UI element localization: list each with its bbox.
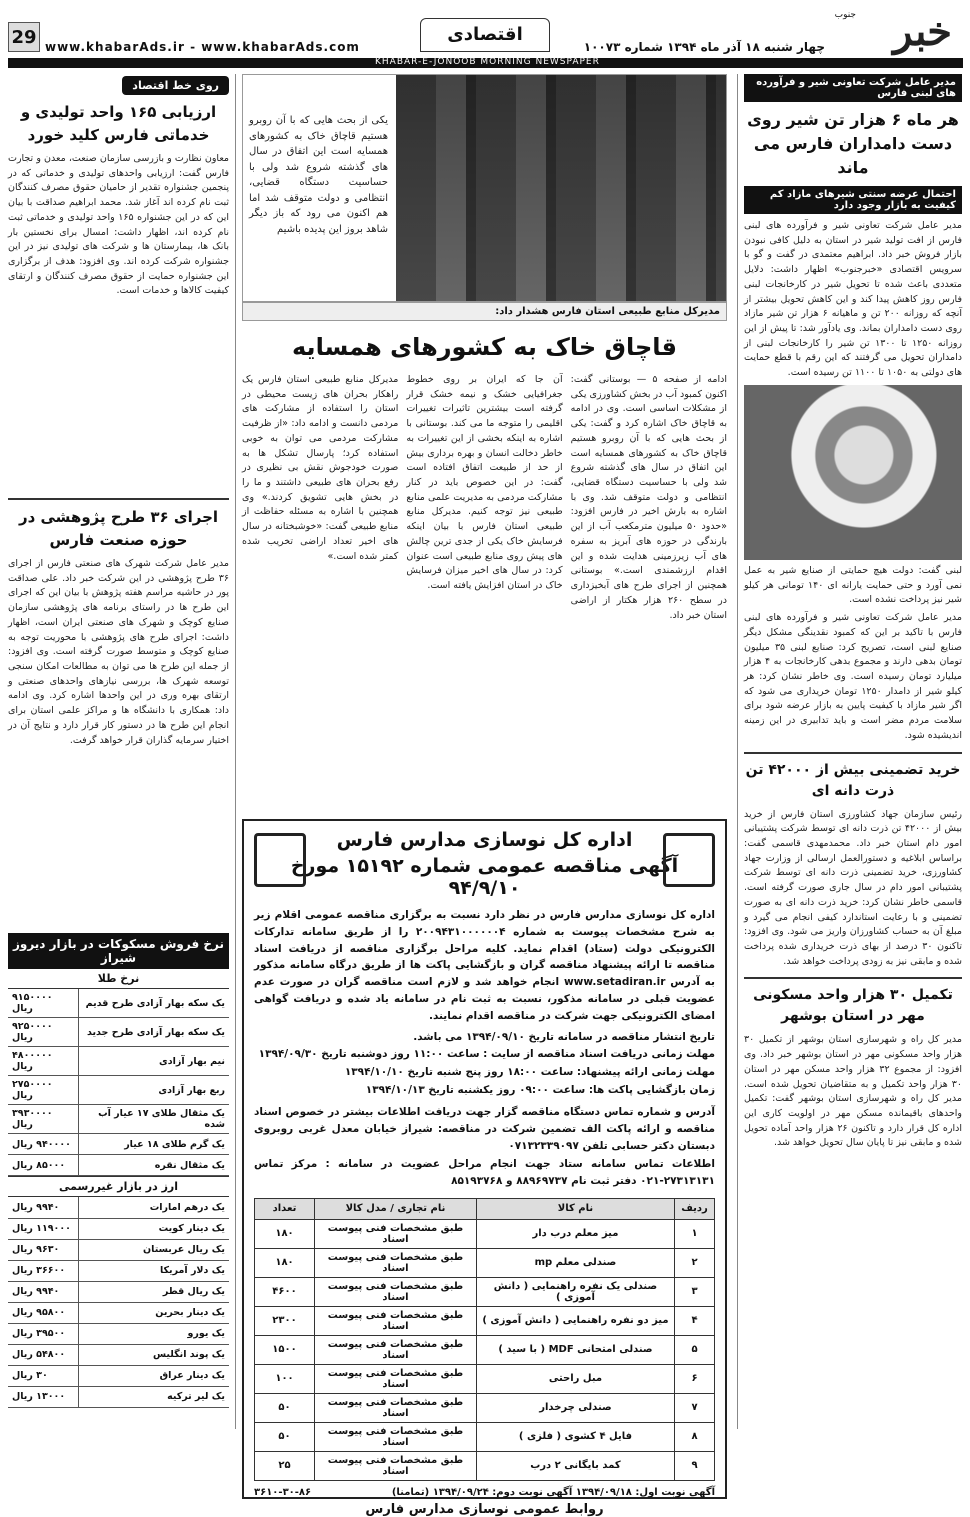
table-cell: ۱۸۰ <box>255 1248 315 1277</box>
section-title: اقتصادی <box>420 18 550 52</box>
price-item-name: یک دینار کویت <box>78 1218 229 1239</box>
table-cell: ۴ <box>675 1306 715 1335</box>
logo-text: خبر <box>893 8 952 55</box>
price-item-name: یک لیر ترکیه <box>78 1386 229 1407</box>
photo-caption: لبنی گفت: دولت هیچ حمایتی از صنایع شیر به عمل نمی آورد و حتی حمایت یارانه ای ۱۴۰ تومانی هر کیلو شیر نیز پرداخت نشده است. <box>744 564 962 606</box>
price-row <box>8 1386 229 1407</box>
section-label: روی خط اقتصاد <box>122 76 229 95</box>
table-cell: صندلی چرخدار <box>476 1393 674 1422</box>
left-column <box>8 74 236 1429</box>
article-subkicker: احتمال عرضه سنتی شیرهای مازاد کم کیفیت به بازار وجود دارد <box>744 186 962 214</box>
price-row <box>8 1239 229 1260</box>
article-kicker: مدیرکل منابع طبیعی استان فارس هشدار داد: <box>242 302 727 321</box>
tender-items-table <box>254 1198 715 1481</box>
price-value: ۴۸۰۰۰۰۰ ریال <box>8 1047 78 1076</box>
article-body: مدیر عامل شرکت تعاونی شیر و فرآورده های لبنی فارس با تاکید بر این که کمبود نقدینگی مشکل دیگر صنایع لبنی است، تصریح کرد: صنایع لبنی ۳۵ میلیون تومان بدهی دارند و مجموع بدهی کارخانجات به ۴ هزار میلیارد تومان رسیده است. وی خاطر نشان کرد: هر کیلو شیر از دامدار ۱۲۵۰ تومان خریداری می شود که اگر شیر مازاد با کیفیت پایین به بازار عرضه شود برای سلامت مردم مضر است و باید تدابیری در این زمینه اندیشیده شود. <box>744 612 962 741</box>
gold-prices-title: نرخ فروش مسکوکات در بازار دیروز شیراز <box>8 933 229 969</box>
price-row <box>8 1076 229 1105</box>
price-item-name: نیم بهار آزادی <box>78 1047 229 1076</box>
website-links[interactable]: www.khabarAds.ir - www.khabarAds.com <box>45 40 360 54</box>
article-headline-research[interactable]: اجرای ۳۶ طرح پژوهشی در حوزه صنعت فارس <box>18 508 219 549</box>
table-cell: طبق مشخصات فنی پیوست اسناد <box>315 1393 477 1422</box>
table-cell: میز معلم درب دار <box>476 1219 674 1248</box>
table-cell: مبل راحتی <box>476 1364 674 1393</box>
table-row <box>255 1248 715 1277</box>
ad-publish-dates: آگهی نوبت اول: ۱۳۹۴/۰۹/۱۸ آگهی نوبت دوم: ۱۳۹۴/۰۹/۲۴ (تمامنا) <box>391 1486 715 1498</box>
table-cell: طبق مشخصات فنی پیوست اسناد <box>315 1248 477 1277</box>
table-header: نام کالا <box>476 1198 674 1219</box>
price-value: ۳۶۶۰۰ ریال <box>8 1260 78 1281</box>
article-body: مدیر عامل شرکت شهرک های صنعتی فارس از اجرای ۳۶ طرح پژوهشی در این شرکت خبر داد. علی صداقت پور در حاشیه مراسم هفته پژوهش با بیان این که اجرای این طرح ها در راستای برنامه های پژوهشی سازمان صنایع کوچک و شهرک های صنعتی ایران است، اظهار داشت: اجرای طرح های پژوهشی با محوریت توجه به صنایع کوچک و متوسط صورت گرفته است. وی افزود: از جمله این طرح ها می توان به مطالعات امکان سنجی توسعه شهرک ها، بررسی نیازهای واحدهای صنعتی و ارتقای بهره وری در این واحدها اشاره کرد. وی ادامه داد: همکاری با دانشگاه ها و مراکز علمی استان برای انجام این طرح ها در دستور کار قرار دارد و نتایج آن در اختیار سرمایه گذاران قرار خواهد گرفت. <box>8 558 229 746</box>
table-cell: ۳ <box>675 1277 715 1306</box>
ad-title: اداره کل نوسازی مدارس فارس <box>336 829 633 851</box>
table-cell: صندلی امتحانی MDF ( با سید ) <box>476 1335 674 1364</box>
table-cell: فایل ۴ کشوی ( فلزی ) <box>476 1422 674 1451</box>
price-item-name: یک درهم امارات <box>78 1197 229 1218</box>
price-item-name: یک سکه بهار آزادی طرح جدید <box>78 1018 229 1047</box>
table-row <box>255 1422 715 1451</box>
article-body: معاون نظارت و بازرسی سازمان صنعت، معدن و تجارت فارس گفت: ارزیابی واحدهای تولیدی و خدماتی که در پنجمین جشنواره تقدیر از حامیان حقوق مصرف کنندگان ثبت نام کرده اند آغاز شد. محمد ابراهیم صداقت با بیان این که در این جشنواره ۱۶۵ واحد تولیدی و خدماتی ثبت نام کرده اند، اظهار داشت: امسال برای نخستین بار بانک ها، بیمارستان ها و شرکت های تولیدی نیز در این جشنواره شرکت کرده اند. وی افزود: هدف از برگزاری این جشنواره حمایت از حقوق مصرف کنندگان و ارتقای کیفیت کالاها و خدمات است. <box>8 153 229 297</box>
right-column <box>737 74 962 1429</box>
price-item-name: یک دینار عراق <box>78 1365 229 1386</box>
masthead <box>0 0 970 70</box>
price-row <box>8 1197 229 1218</box>
article-column: ادامه از صفحه ۵ — بوستانی گفت: اکنون کمبود آب در بخش کشاورزی یکی از مشکلات اساسی است. وی در ادامه به قاچاق خاک اشاره کرد و گفت: یکی از بحث هایی که با آن روبرو هستیم قاچاق خاک به کشورهای همسایه است این اتفاق در سال های گذشته شروع شد ولی با حساسیت دستگاه قضایی، انتظامی و دولت متوقف شد. وی با اشاره به بارش اخیر در فارس افزود: «حدود ۵۰ میلیون مترمکعب آب از این بارندگی در حوزه های آبریز به سفره های آب زیرزمینی هدایت شده و این اقدام ارزشمندی است.» بوستانی همچنین از اجرای طرح های آبخیزداری در سطح ۲۶۰ هزار هکتار از اراضی استان خبر داد. <box>570 374 727 621</box>
article-column: آن جا که ایران بر روی خطوط جغرافیایی خشک و نیمه خشک قرار گرفته است بیشترین تاثیرات تغییرات اقلیمی را متوجه ما می کند. بوستانی با اشاره به اینکه بخشی از این تغییرات به خاطر دخالت انسان و بهره برداری بیش از حد از طبیعت اتفاق افتاده است گفت: در این خصوص باید در کنار مشارکت مردمی به مدیریت علمی منابع طبیعی نیز توجه کنیم. مدیرکل منابع طبیعی استان فارس با بیان اینکه فرسایش خاک یکی از جدی ترین چالش های پیش روی منابع طبیعی است عنوان کرد: در سال های اخیر میزان فرسایش خاک در استان افزایش یافته است. <box>406 374 563 592</box>
page-number: 29 <box>8 22 40 52</box>
table-cell: ۶ <box>675 1364 715 1393</box>
table-cell: ۱۵۰۰ <box>255 1335 315 1364</box>
logo-subtitle: جنوب <box>834 10 856 20</box>
article-headline-housing[interactable]: تکمیل ۳۰ هزار واحد مسکونی مهر در استان بوشهر <box>753 987 953 1025</box>
table-cell: طبق مشخصات فنی پیوست اسناد <box>315 1277 477 1306</box>
milk-photo <box>744 385 962 560</box>
table-cell: صندلی یک نفره راهنمایی ( دانش آموزی ) <box>476 1277 674 1306</box>
price-row <box>8 1260 229 1281</box>
issue-date-number: چهار شنبه ۱۸ آذر ماه ۱۳۹۴ شماره ۱۰۰۷۳ <box>583 40 825 54</box>
table-cell: ۷ <box>675 1393 715 1422</box>
ribbon-text: KHABAR-E-JONOOB MORNING NEWSPAPER <box>375 57 600 67</box>
price-value: ۹۴۰۰۰۰ ریال <box>8 1134 78 1155</box>
article-body: مدیر عامل شرکت تعاونی شیر و فرآورده های لبنی فارس از افت تولید شیر در استان به دلیل کافی نبودن بازار فروش خبر داد. ابراهیم معتمدی در گفت و گو با سرویس اقتصادی «خبرجنوب» اظهار داشت: دلایل متعددی باعث شده تا تحویل شیر در کارخانجات لبنی فارس روز کاهش پیدا کند و این کاهش تحویل بیشتر از آنچه که روزانه ۲۰۰ تن و ماهیانه ۶ هزار تن شیر مازاد روی دست دامداران بماند. وی یادآور شد: تا پیش از این روزانه ۱۲۵۰ تا ۱۳۰۰ تن شیر را کارخانجات لبنی از دامداران تحویل می گرفتند که این رقم با قطع حمایت های دولتی به ۱۰۵۰ تا ۱۱۰۰ تن رسیده است. <box>744 220 963 379</box>
price-value: ۲۷۵۰۰۰۰ ریال <box>8 1076 78 1105</box>
price-row <box>8 1134 229 1155</box>
article-column: مدیرکل منابع طبیعی استان فارس یک راهکار بحران های زیست محیطی در استان را استفاده از مشارکت های مردمی دانست و ادامه داد: «از ظرفیت مشارکت مردمی می توان به خوبی استفاده کرد؛ پارسال تشکل ها به صورت خودجوش نقش بی نظیری در رفع بحران های طبیعی داشتند و ما را در بخش هایی تشویق کردند.» وی همچنین با اشاره به مسئله حفاظت از منابع طبیعی گفت: «خوشبختانه در سال های اخیر تعداد اراضی تخریب شده کمتر شده است.» <box>242 374 399 562</box>
table-row <box>255 1219 715 1248</box>
tender-advertisement <box>242 819 727 1517</box>
price-row <box>8 1105 229 1134</box>
price-item-name: یک سکه بهار آزادی طرح قدیم <box>78 989 229 1018</box>
price-item-name: یک پوند انگلیس <box>78 1344 229 1365</box>
newspaper-logo[interactable] <box>835 8 960 58</box>
price-item-name: یک گرم طلای ۱۸ عیار <box>78 1134 229 1155</box>
table-row <box>255 1277 715 1306</box>
price-value: ۹۹۴۰ ریال <box>8 1281 78 1302</box>
table-cell: ۸ <box>675 1422 715 1451</box>
article-body: مدیر کل راه و شهرسازی استان بوشهر از تکمیل ۳۰ هزار واحد مسکونی مهر در استان بوشهر خبر داد. وی افزود: از مجموع ۳۲ هزار واحد مسکن مهر در استان ۳۰ هزار واحد تکمیل و به متقاضیان تحویل شده است. مدیر کل راه و شهرسازی استان بوشهر گفت: تکمیل واحدهای باقیمانده مسکن مهر در اولویت کاری این اداره کل قرار دارد و تاکنون ۲۶ هزار واحد آماده تحویل شده و مابقی نیز تا پایان سال تحویل خواهد شد. <box>744 1034 962 1149</box>
ad-signature: روابط عمومی نوسازی مدارس فارس <box>365 1501 604 1517</box>
price-value: ۳۹۵۰۰ ریال <box>8 1323 78 1344</box>
price-item-name: یک مثقال نقره <box>78 1155 229 1176</box>
table-cell: ۵۰ <box>255 1393 315 1422</box>
table-cell: ۵۰ <box>255 1422 315 1451</box>
ad-body: اداره کل نوسازی مدارس فارس در نظر دارد نسبت به برگزاری مناقصه عمومی اقلام زیر به شرح مشخصات پیوست به شماره ۲۰۰۹۴۳۱۰۰۰۰۰۰۴ را از طریق سامانه تدارکات الکترونیکی دولت (ستاد) اقدام نماید. کلیه مراحل برگزاری مناقصه از دریافت اسناد مناقصه تا ارائه پیشنهاد مناقصه گران و بازگشایی پاکت ها از طریق درگاه سامانه مذکور به آدرس www.setadiran.ir انجام خواهد شد و لازم است مناقصه گران در صورت عدم عضویت قبلی در سامانه مذکور، نسبت به ثبت نام در سامانه یاد شده و دریافت گواهی امضای الکترونیکی جهت شرکت در مناقصه اقدام نمایند. <box>254 909 715 1022</box>
price-row <box>8 1344 229 1365</box>
table-cell: طبق مشخصات فنی پیوست اسناد <box>315 1219 477 1248</box>
table-cell: طبق مشخصات فنی پیوست اسناد <box>315 1451 477 1480</box>
price-row <box>8 1302 229 1323</box>
table-row <box>255 1306 715 1335</box>
price-value: ۸۵۰۰۰ ریال <box>8 1155 78 1176</box>
table-cell: طبق مشخصات فنی پیوست اسناد <box>315 1364 477 1393</box>
table-cell: صندلی معلم mp <box>476 1248 674 1277</box>
ad-code: ۳۶۱۰-۳۰-۸۶ <box>254 1486 312 1498</box>
table-header: نام تجاری / مدل کالا <box>315 1198 477 1219</box>
price-value: ۵۴۸۰۰ ریال <box>8 1344 78 1365</box>
article-body: رئیس سازمان جهاد کشاورزی استان فارس از خرید بیش از ۴۲۰۰۰ تن ذرت دانه ای توسط شرکت پشتیبانی امور دام استان خبر داد. محمدمهدی قاسمی گفت: براساس ابلاغیه و دستورالعمل ارسالی از وزارت جهاد کشاورزی، خرید تضمینی ذرت دانه ای توسط شرکت پشتیبانی امور دام در سال جاری صورت گرفته است. قاسمی خاطر نشان کرد: خرید ذرت دانه ای به صورت تضمینی و با رعایت استاندارد کیفی انجام می گیرد و مبلغ آن به حساب کشاورزان واریز می شود. وی افزود: تاکنون ۳۰ درصد از بهای ذرت خریداری شده پرداخت شده و مابقی نیز به زودی پرداخت خواهد شد. <box>744 808 962 967</box>
table-cell: ۲ <box>675 1248 715 1277</box>
ad-date-line: زمان بازگشایی پاکت ها: ساعت ۰۹:۰۰ روز یکشنبه تاریخ ۱۳۹۴/۱۰/۱۳ <box>365 1084 715 1097</box>
table-cell: ۹ <box>675 1451 715 1480</box>
price-row <box>8 1365 229 1386</box>
price-row <box>8 989 229 1018</box>
price-value: ۱۱۹۰۰۰ ریال <box>8 1218 78 1239</box>
table-cell: ۵ <box>675 1335 715 1364</box>
table-cell: طبق مشخصات فنی پیوست اسناد <box>315 1335 477 1364</box>
table-header: ردیف <box>675 1198 715 1219</box>
article-headline-corn[interactable]: خرید تضمینی بیش از ۴۲۰۰۰ تن ذرت دانه ای <box>745 761 961 799</box>
article-headline-milk[interactable]: هر ماه ۶ هزار تن شیر روی دست دامداران فارس می ماند <box>747 110 959 177</box>
price-value: ۳۰ ریال <box>8 1365 78 1386</box>
price-item-name: یک ریال عربستان <box>78 1239 229 1260</box>
photo-side-caption: یکی از بحث هایی که با آن روبرو هستیم قاچاق خاک به کشورهای همسایه است این اتفاق در سال های گذشته شروع شد ولی با حساسیت دستگاه قضایی، انتظامی و دولت متوقف شد اما هم اکنون می رود که باز دیگر شاهد بروز این پدیده باشیم <box>249 115 388 235</box>
ad-subtitle: آگهی مناقصه عمومی شماره ۱۵۱۹۲ مورخ ۹۴/۹/۱۰ <box>290 855 679 899</box>
table-cell: ۱۰۰ <box>255 1364 315 1393</box>
article-headline-soil[interactable]: قاچاق خاک به کشورهای همسایه <box>292 333 677 361</box>
gold-subtitle: نرخ طلا <box>8 969 229 989</box>
table-row <box>255 1364 715 1393</box>
table-cell: ۱۸۰ <box>255 1219 315 1248</box>
table-cell: ۲۵ <box>255 1451 315 1480</box>
price-row <box>8 1047 229 1076</box>
price-item-name: ربع بهار آزادی <box>78 1076 229 1105</box>
price-value: ۹۹۴۰ ریال <box>8 1197 78 1218</box>
table-row <box>255 1451 715 1480</box>
table-cell: کمد بایگانی ۲ درب <box>476 1451 674 1480</box>
ad-date-line: تاریخ انتشار مناقصه در سامانه تاریخ ۱۳۹۴/۰۹/۱۰ می باشد. <box>413 1030 715 1043</box>
price-value: ۹۵۸۰۰ ریال <box>8 1302 78 1323</box>
price-row <box>8 1323 229 1344</box>
table-cell: ۱ <box>675 1219 715 1248</box>
price-value: ۳۹۳۰۰۰۰ ریال <box>8 1105 78 1134</box>
price-row <box>8 1155 229 1176</box>
price-value: ۹۲۵۰۰۰۰ ریال <box>8 1018 78 1047</box>
table-cell: ۲۳۰۰ <box>255 1306 315 1335</box>
table-row <box>255 1335 715 1364</box>
article-kicker: مدیر عامل شرکت تعاونی شیر و فرآورده های لبنی فارس <box>744 74 962 102</box>
table-cell: طبق مشخصات فنی پیوست اسناد <box>315 1306 477 1335</box>
ad-contact: اطلاعات تماس سامانه ستاد جهت انجام مراحل عضویت در سامانه : مرکز تماس ۲۷۳۱۳۱۳۱-۰۲۱ دفتر ثبت نام ۸۸۹۶۹۷۳۷ و ۸۵۱۹۳۷۶۸ <box>254 1158 715 1188</box>
ad-date-line: مهلت زمانی ارائه پیشنهاد: ساعت ۱۸:۰۰ روز پنج شنبه تاریخ ۱۳۹۴/۱۰/۱۰ <box>344 1066 715 1079</box>
fx-subtitle: ارز در بازار غیررسمی <box>8 1176 229 1197</box>
table-cell: میز دو نفره راهنمایی ( دانش آموزی ) <box>476 1306 674 1335</box>
gold-price-table <box>8 989 229 1176</box>
price-value: ۹۱۵۰۰۰۰ ریال <box>8 989 78 1018</box>
table-row <box>255 1393 715 1422</box>
emblem-icon <box>663 833 715 887</box>
ad-address: آدرس و شماره تماس دستگاه مناقصه گزار جهت دریافت اطلاعات بیشتر در خصوص اسناد مناقصه و ارائه پاکت الف تضمین شرکت در مناقصه: شیراز خیابان معدل غربی روبروی دبستان دکتر حسابی تلفن ۰۷۱۳۲۳۳۹۰۹۷ <box>254 1105 715 1152</box>
fx-price-table <box>8 1197 229 1408</box>
table-header: تعداد <box>255 1198 315 1219</box>
emblem-icon <box>254 833 306 887</box>
price-item-name: یک یورو <box>78 1323 229 1344</box>
price-item-name: یک دلار آمریکا <box>78 1260 229 1281</box>
price-row <box>8 1218 229 1239</box>
price-row <box>8 1281 229 1302</box>
soil-sacks-photo <box>396 75 726 301</box>
price-item-name: یک دینار بحرین <box>78 1302 229 1323</box>
price-item-name: یک ریال قطر <box>78 1281 229 1302</box>
table-cell: ۴۶۰۰ <box>255 1277 315 1306</box>
ad-date-line: مهلت زمانی دریافت اسناد مناقصه از سایت : ساعت ۱۱:۰۰ روز دوشنبه تاریخ ۱۳۹۴/۰۹/۳۰ <box>258 1048 715 1061</box>
price-row <box>8 1018 229 1047</box>
table-cell: طبق مشخصات فنی پیوست اسناد <box>315 1422 477 1451</box>
middle-column <box>242 74 727 1517</box>
price-item-name: یک مثقال طلای ۱۷ عیار آب شده <box>78 1105 229 1134</box>
article-headline-evaluation[interactable]: ارزیابی ۱۶۵ واحد تولیدی و خدماتی فارس کلید خورد <box>20 103 217 144</box>
price-value: ۹۶۳۰ ریال <box>8 1239 78 1260</box>
price-value: ۱۳۰۰۰ ریال <box>8 1386 78 1407</box>
